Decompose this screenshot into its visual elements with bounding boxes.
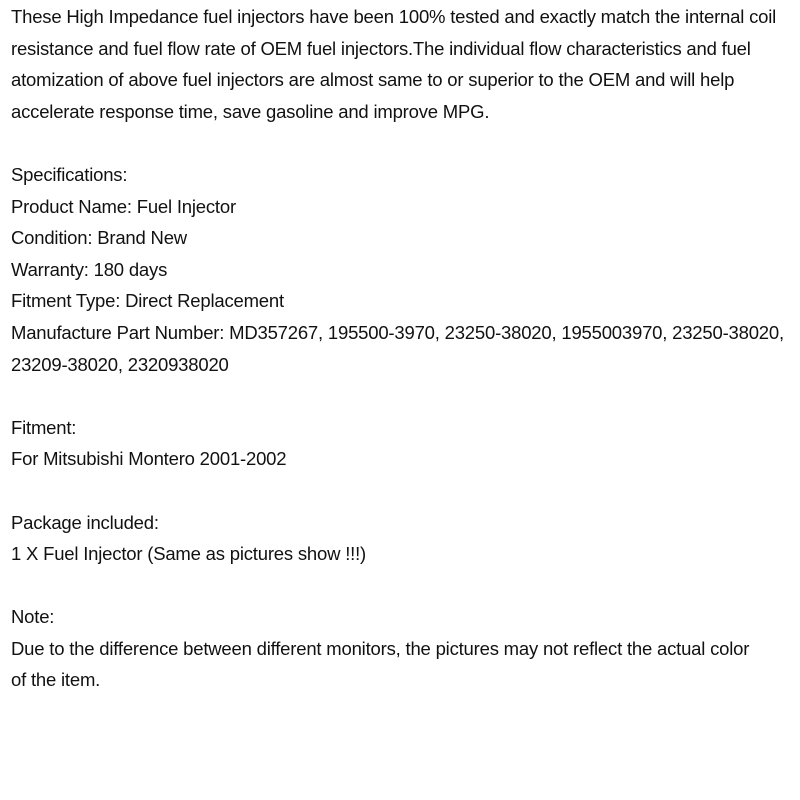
specifications-heading: Specifications: (11, 163, 128, 185)
package-contents: 1 X Fuel Injector (Same as pictures show !!!) (11, 543, 366, 565)
intro-paragraph (11, 1, 792, 127)
spacer (11, 570, 792, 602)
note-text: Due to the difference between different monitors, the pictures may not reflect the actual color (11, 637, 750, 659)
intro-line: These High Impedance fuel injectors have been 100% tested and exactly match the internal coil (11, 6, 777, 27)
package-section (11, 507, 792, 570)
fitment-vehicle: For Mitsubishi Montero 2001-2002 (11, 448, 287, 470)
spacer (11, 127, 792, 159)
fitment-section (11, 412, 792, 475)
spec-fitment-type: Fitment Type: Direct Replacement (11, 290, 284, 312)
spec-product-name: Product Name: Fuel Injector (11, 195, 236, 217)
spacer (11, 380, 792, 412)
intro-line: atomization of above fuel injectors are almost same to or superior to the OEM and will help (11, 69, 735, 91)
note-section (11, 601, 792, 696)
intro-line: resistance and fuel flow rate of OEM fuel injectors.The individual flow characteristics and fuel (11, 37, 751, 59)
spec-part-number: Manufacture Part Number: MD357267, 195500-3970, 23250-38020, 1955003970, 23250-38020, (11, 321, 784, 343)
spec-condition: Condition: Brand New (11, 227, 187, 249)
note-text-continued: of the item. (11, 669, 101, 691)
spacer (11, 475, 792, 507)
specifications-section (11, 159, 792, 380)
spec-warranty: Warranty: 180 days (11, 258, 168, 280)
note-heading: Note: (11, 606, 55, 628)
spec-part-number-continued: 23209-38020, 2320938020 (11, 353, 229, 375)
intro-line: accelerate response time, save gasoline and improve MPG. (11, 100, 490, 122)
fitment-heading: Fitment: (11, 416, 77, 438)
package-heading: Package included: (11, 511, 159, 533)
